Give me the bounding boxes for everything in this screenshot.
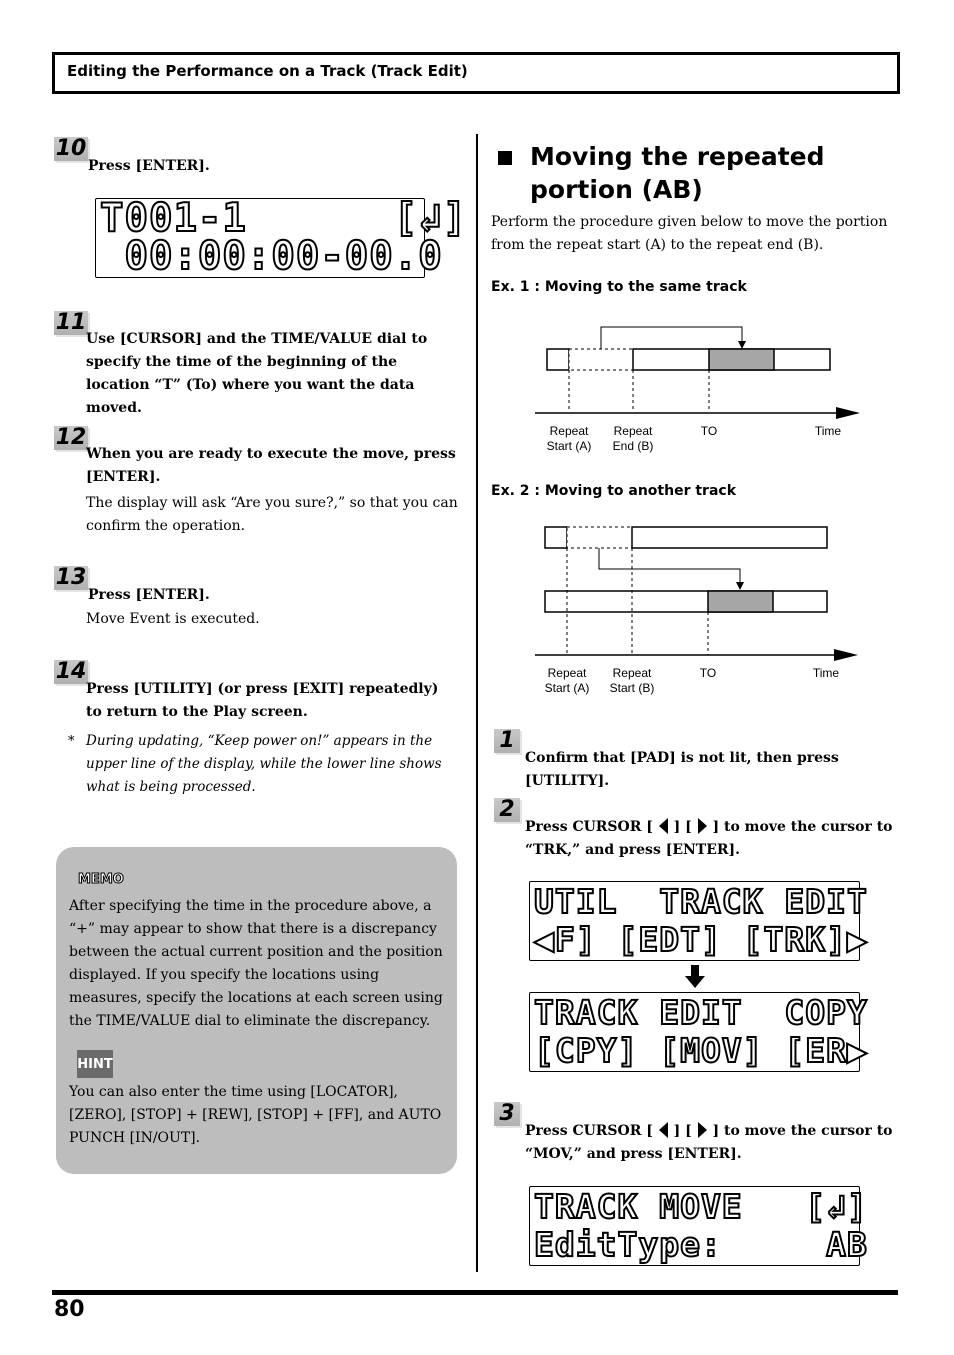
section-intro: Perform the procedure given below to move the portion from the repeat start (A) to the repeat end (B). <box>491 214 888 253</box>
lcd-line-2: EditType: AB <box>534 1225 868 1264</box>
ex1-label-time: Time <box>814 424 842 438</box>
cursor-right-icon <box>697 1122 708 1138</box>
step-14-text: Press [UTILITY] (or press [EXIT] repeatedly) to return to the Play screen. <box>86 681 439 720</box>
ex1-axis-arrow-icon <box>836 407 860 419</box>
lcd-display-track-edit <box>529 992 868 1072</box>
step-number-13: 13 <box>55 565 87 590</box>
step-3-text-b: ] [ <box>673 1123 692 1139</box>
column-divider <box>476 134 478 1272</box>
lcd-line-1: T001-1 [↲] <box>100 196 468 241</box>
ex2-label-b1: Repeat <box>612 666 652 680</box>
step-2-text-a: Press CURSOR [ <box>525 819 653 835</box>
example-1-title: Ex. 1 : Moving to the same track <box>491 279 747 295</box>
lcd-line-1: TRACK MOVE [↲] <box>534 1187 868 1226</box>
step-3-text-a: Press CURSOR [ <box>525 1123 653 1139</box>
ex2-label-a2: Start (A) <box>544 681 590 695</box>
ex1-move-arrow <box>601 327 742 349</box>
ex1-label-a2: Start (A) <box>546 439 592 453</box>
note-marker: * <box>68 734 75 749</box>
step-11-text: Use [CURSOR] and the TIME/VALUE dial to specify the time of the beginning of the location “T” (To) where you want the data moved. <box>86 331 428 416</box>
section-bullet-icon <box>498 151 512 165</box>
example-2-title: Ex. 2 : Moving to another track <box>491 483 737 499</box>
ex1-repeat-region <box>569 349 633 370</box>
lcd-line-2: 00:00:00-00.0 <box>100 234 443 279</box>
ex1-label-a1: Repeat <box>549 424 589 438</box>
step-12-body: The display will ask “Are you sure?,” so that you can confirm the operation. <box>86 495 458 534</box>
ex2-track1-segment <box>632 527 827 548</box>
cursor-left-icon <box>658 1122 669 1138</box>
section-title <box>530 140 825 206</box>
hint-icon: HINT <box>77 1050 113 1078</box>
step-2-text <box>525 816 895 862</box>
ex2-track1-segment <box>545 527 567 548</box>
lcd-line-1: TRACK EDIT COPY <box>534 993 868 1032</box>
step-number-10: 10 <box>55 136 87 161</box>
memo-text: After specifying the time in the procedure above, a “+” may appear to show that there is a discrepancy between the actual current position and the position displayed. If you specify the locations using measures, specify the locations at each screen using the TIME/VALUE dial to eliminate the discrepancy. <box>69 898 443 1029</box>
step-1-text: Confirm that [PAD] is not lit, then press [UTILITY]. <box>525 750 839 789</box>
lcd-line-2: ◀F] [EDT] [TRK]▶ <box>534 920 868 959</box>
ex2-label-to: TO <box>699 666 717 680</box>
ex2-label-a1: Repeat <box>547 666 587 680</box>
step-number-14: 14 <box>55 659 87 684</box>
step-10-text: Press [ENTER]. <box>88 158 210 174</box>
header-title: Editing the Performance on a Track (Track Edit) <box>67 62 468 80</box>
ex2-track2 <box>545 591 827 612</box>
footer-rule <box>52 1290 898 1295</box>
ex2-label-b2: Start (B) <box>609 681 655 695</box>
ex1-label-b1: Repeat <box>613 424 653 438</box>
step-number-1: 1 <box>494 729 520 753</box>
ex1-label-to: TO <box>700 424 718 438</box>
ex1-label-b2: End (B) <box>612 439 654 453</box>
ex1-track-segment <box>547 349 569 370</box>
ex2-axis-arrow-icon <box>834 649 858 661</box>
ex2-moved-region <box>708 591 773 612</box>
lcd-display-track-move <box>529 1186 868 1266</box>
step-number-11: 11 <box>55 310 87 335</box>
update-note: During updating, “Keep power on!” appears in the upper line of the display, while the lower line shows what is being processed. <box>86 733 442 795</box>
page-number: 80 <box>54 1297 85 1322</box>
ex2-repeat-region <box>567 527 632 548</box>
ex2-label-time: Time <box>812 666 840 680</box>
cursor-right-icon <box>697 818 708 834</box>
ex2-move-arrow <box>599 548 740 586</box>
step-13-text: Press [ENTER]. <box>88 587 210 603</box>
down-arrow-icon <box>684 965 706 989</box>
step-number-12: 12 <box>55 425 87 450</box>
step-number-3: 3 <box>494 1102 520 1126</box>
lcd-line-1: UTIL TRACK EDIT <box>534 882 868 921</box>
example-1-diagram <box>490 320 870 460</box>
step-2-text-c: ] to move the cursor to “TRK,” and press [ENTER]. <box>525 819 893 858</box>
ex1-moved-region <box>709 349 774 370</box>
step-3-text-c: ] to move the cursor to “MOV,” and press [ENTER]. <box>525 1123 893 1162</box>
cursor-left-icon <box>658 818 669 834</box>
step-number-2: 2 <box>494 798 520 822</box>
step-12-text: When you are ready to execute the move, press [ENTER]. <box>86 446 456 485</box>
step-2-text-b: ] [ <box>673 819 692 835</box>
example-2-diagram <box>490 520 870 700</box>
memo-icon: MEMO <box>78 872 124 887</box>
lcd-display-step10 <box>95 196 468 279</box>
lcd-display-util <box>529 881 868 961</box>
hint-text: You can also enter the time using [LOCATOR], [ZERO], [STOP] + [REW], [STOP] + [FF], and AUTO PUNCH [IN/OUT]. <box>69 1084 442 1146</box>
header-box <box>52 52 900 94</box>
step-3-text <box>525 1120 895 1166</box>
section-title-line-1: Moving the repeated <box>530 142 825 171</box>
lcd-line-2: [CPY] [MOV] [ER▶ <box>534 1031 868 1070</box>
section-title-line-2: portion (AB) <box>530 175 703 204</box>
step-13-body: Move Event is executed. <box>86 611 260 627</box>
